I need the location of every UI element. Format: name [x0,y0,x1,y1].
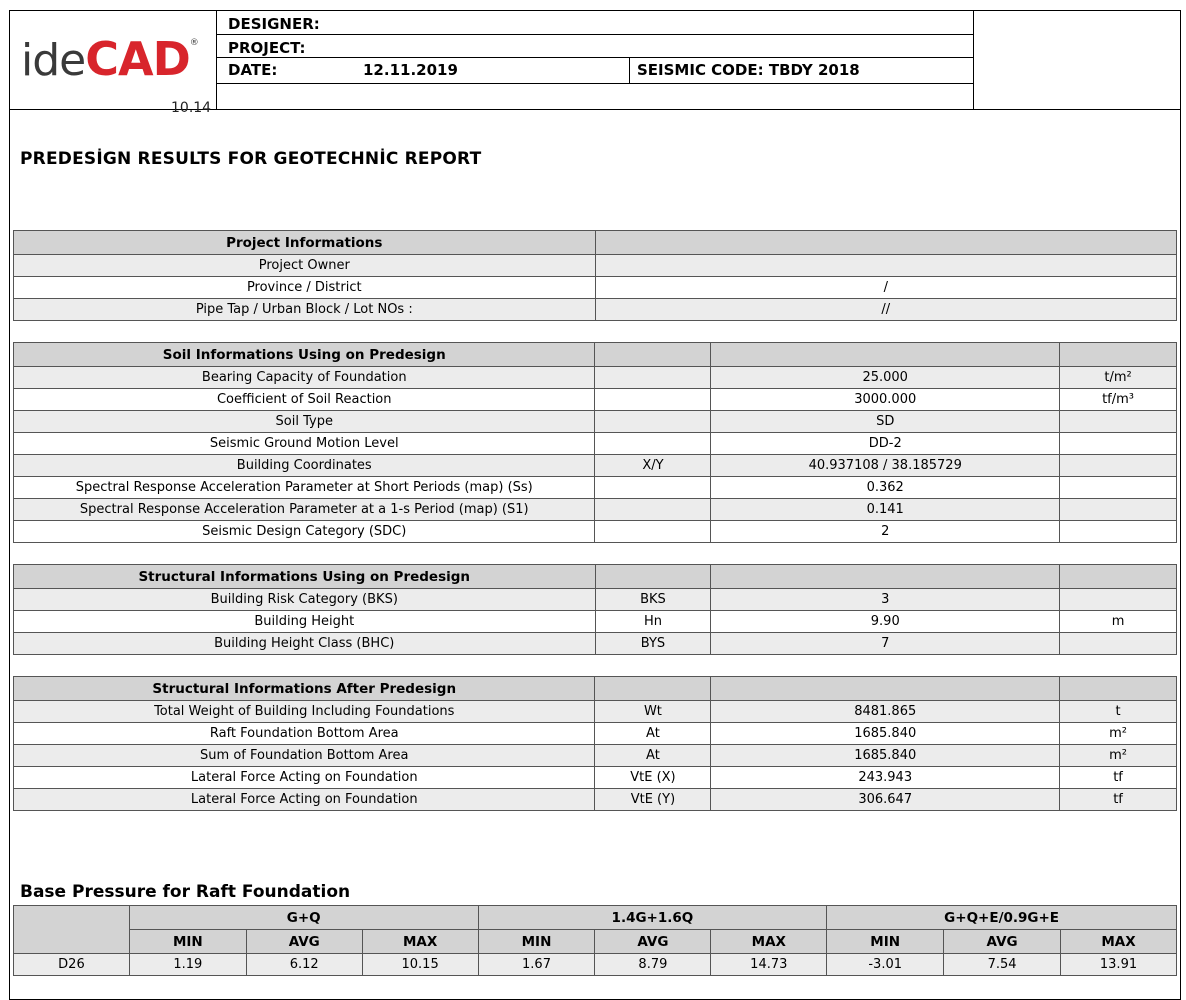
table-row [14,277,1177,299]
heading-blank [711,677,1060,701]
project-info-heading: Project Informations [14,231,596,255]
header-right-blank [974,10,1180,109]
subheading-avg: AVG [246,930,362,954]
row-unit [1060,633,1177,655]
row-value: 0.141 [711,499,1060,521]
cell-value: 7.54 [944,954,1061,976]
row-symbol [595,521,711,543]
row-symbol [595,433,711,455]
row-unit: m [1060,611,1177,633]
row-label: Total Weight of Building Including Foundations [14,701,595,723]
table-row [14,367,1177,389]
table-row [14,767,1177,789]
table-row [14,455,1177,477]
cell-value: 10.15 [362,954,478,976]
table-row [14,411,1177,433]
subheading-avg: AVG [944,930,1061,954]
table-row [14,701,1177,723]
row-unit: m² [1060,723,1177,745]
row-symbol: Wt [595,701,711,723]
row-label: Soil Type [14,411,595,433]
table-row [14,954,1177,976]
row-value: 1685.840 [711,723,1060,745]
row-value: 7 [711,633,1060,655]
row-label: Lateral Force Acting on Foundation [14,789,595,811]
row-name: D26 [14,954,130,976]
row-label: Building Coordinates [14,455,595,477]
row-unit: tf/m³ [1060,389,1177,411]
row-value: 9.90 [711,611,1060,633]
group-heading: G+Q [129,906,478,930]
cell-value: 13.91 [1061,954,1177,976]
table-row [14,499,1177,521]
subheading-min: MIN [827,930,944,954]
cell-value: 1.67 [478,954,595,976]
row-value: 3000.000 [711,389,1060,411]
row-value: 243.943 [711,767,1060,789]
heading-blank [711,343,1060,367]
table-row [14,299,1177,321]
subheading-max: MAX [1061,930,1177,954]
cell-value: -3.01 [827,954,944,976]
table-row [14,789,1177,811]
row-label: Seismic Design Category (SDC) [14,521,595,543]
project-info-heading-blank [595,231,1176,255]
date-row-divider [629,58,630,83]
row-symbol [595,367,711,389]
heading-blank [1060,677,1177,701]
date-row [216,58,973,84]
heading-blank [595,343,711,367]
cell-value: 14.73 [711,954,827,976]
date-value: 12.11.2019 [363,61,458,79]
group-heading: G+Q+E/0.9G+E [827,906,1177,930]
row-unit [1060,521,1177,543]
struct-after-table [13,676,1177,811]
row-value: 0.362 [711,477,1060,499]
row-symbol: BYS [595,633,711,655]
heading-blank [595,677,711,701]
row-symbol [595,411,711,433]
row-value [595,255,1176,277]
row-label: Spectral Response Acceleration Parameter at a 1-s Period (map) (S1) [14,499,595,521]
cell-value: 8.79 [595,954,711,976]
table-row [14,611,1177,633]
row-label: Bearing Capacity of Foundation [14,367,595,389]
soil-info-table [13,342,1177,543]
row-value: 8481.865 [711,701,1060,723]
heading-blank [1060,565,1177,589]
row-symbol [595,499,711,521]
struct-after-heading: Structural Informations After Predesign [14,677,595,701]
heading-blank [1060,343,1177,367]
row-symbol: VtE (Y) [595,789,711,811]
row-value: SD [711,411,1060,433]
cell-value: 1.19 [129,954,246,976]
idecad-logo [21,32,212,116]
row-value: 3 [711,589,1060,611]
row-value: 25.000 [711,367,1060,389]
row-label: Pipe Tap / Urban Block / Lot NOs : [14,299,596,321]
table-row [14,477,1177,499]
heading-blank [595,565,711,589]
logo-cell [9,10,217,116]
table-row [14,433,1177,455]
project-label: PROJECT: [228,39,306,57]
designer-row [216,10,973,35]
row-label: Coefficient of Soil Reaction [14,389,595,411]
row-value: 40.937108 / 38.185729 [711,455,1060,477]
logo-registered-mark: ® [189,38,199,48]
subheading-max: MAX [711,930,827,954]
table-row [14,589,1177,611]
row-label: Building Height Class (BHC) [14,633,596,655]
row-value: 2 [711,521,1060,543]
row-unit [1060,433,1177,455]
table-row [14,255,1177,277]
row-symbol: BKS [595,589,711,611]
page-title: PREDESİGN RESULTS FOR GEOTECHNİC REPORT [20,149,482,169]
row-label: Raft Foundation Bottom Area [14,723,595,745]
row-value: DD-2 [711,433,1060,455]
table-row [14,745,1177,767]
project-row [216,35,973,58]
designer-label: DESIGNER: [228,15,320,33]
row-symbol [595,477,711,499]
header-info-grid [216,10,974,109]
row-unit [1060,411,1177,433]
row-label: Spectral Response Acceleration Parameter at Short Periods (map) (Ss) [14,477,595,499]
soil-info-heading: Soil Informations Using on Predesign [14,343,595,367]
heading-blank [711,565,1060,589]
row-unit: t [1060,701,1177,723]
row-unit [1060,455,1177,477]
struct-info-table [13,564,1177,655]
row-unit: tf [1060,789,1177,811]
row-symbol: Hn [595,611,711,633]
row-unit: t/m² [1060,367,1177,389]
row-symbol [595,389,711,411]
row-unit [1060,589,1177,611]
row-symbol: X/Y [595,455,711,477]
row-unit [1060,499,1177,521]
row-label: Sum of Foundation Bottom Area [14,745,595,767]
struct-info-heading: Structural Informations Using on Predesign [14,565,596,589]
row-unit: m² [1060,745,1177,767]
blank-row [216,84,973,109]
base-pressure-table [13,905,1177,976]
subheading-min: MIN [478,930,595,954]
base-pressure-title: Base Pressure for Raft Foundation [20,882,351,902]
logo-text-cad: CAD [85,32,190,86]
row-symbol: VtE (X) [595,767,711,789]
row-label: Province / District [14,277,596,299]
row-unit: tf [1060,767,1177,789]
logo-text-ide: ide [21,35,86,86]
logo-version: 10.14 [171,100,212,116]
row-value: / [595,277,1176,299]
row-symbol: At [595,745,711,767]
row-label: Lateral Force Acting on Foundation [14,767,595,789]
subheading-min: MIN [129,930,246,954]
row-value: 1685.840 [711,745,1060,767]
row-value: 306.647 [711,789,1060,811]
row-label: Seismic Ground Motion Level [14,433,595,455]
table-row [14,633,1177,655]
row-label: Building Risk Category (BKS) [14,589,596,611]
row-name-heading [14,906,130,954]
subheading-max: MAX [362,930,478,954]
date-label: DATE: [228,61,278,79]
cell-value: 6.12 [246,954,362,976]
report-header [9,10,1181,116]
row-unit [1060,477,1177,499]
subheading-avg: AVG [595,930,711,954]
table-row [14,389,1177,411]
group-heading: 1.4G+1.6Q [478,906,827,930]
project-info-table [13,230,1177,321]
seismic-code: SEISMIC CODE: TBDY 2018 [637,61,860,79]
table-row [14,521,1177,543]
row-label: Project Owner [14,255,596,277]
row-symbol: At [595,723,711,745]
row-label: Building Height [14,611,596,633]
row-value: // [595,299,1176,321]
table-row [14,723,1177,745]
